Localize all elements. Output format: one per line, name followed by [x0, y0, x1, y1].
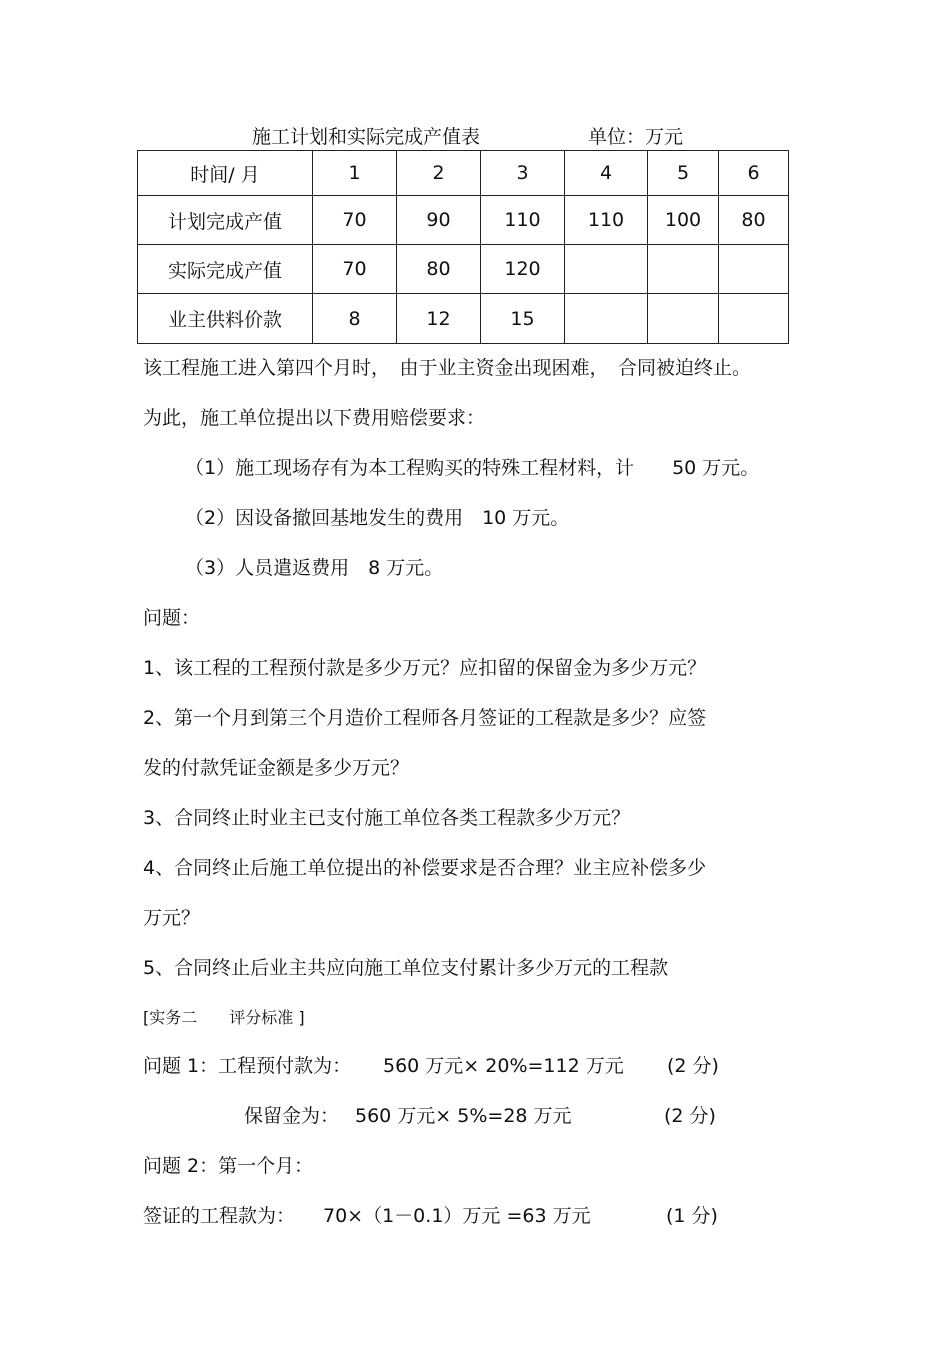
table-cell: 110 — [565, 196, 648, 245]
table-cell: 70 — [313, 196, 397, 245]
table-row — [138, 196, 789, 245]
table-cell: 100 — [648, 196, 719, 245]
answer-calc: 560 万元× 5%=28 万元 — [355, 1105, 572, 1127]
table-cell: 15 — [481, 294, 565, 344]
table-cell: 90 — [397, 196, 481, 245]
table-cell — [648, 294, 719, 344]
claim-item: （3）人员遣返费用 8 万元。 — [185, 557, 444, 579]
table-cell: 120 — [481, 245, 565, 294]
answer-calc: 70×（1－0.1）万元 =63 万元 — [323, 1205, 591, 1227]
question-item: 5、合同终止后业主共应向施工单位支付累计多少万元的工程款 — [143, 957, 669, 979]
header-cell: 5 — [648, 151, 719, 196]
claim-item: （2）因设备撤回基地发生的费用 10 万元。 — [185, 507, 570, 529]
paragraph: 为此，施工单位提出以下费用赔偿要求： — [143, 407, 486, 429]
header-cell: 3 — [481, 151, 565, 196]
table-cell: 70 — [313, 245, 397, 294]
table-row — [138, 245, 789, 294]
table-title: 施工计划和实际完成产值表 — [252, 126, 481, 148]
answer-label: 签证的工程款为： — [143, 1205, 296, 1227]
paragraph: 该工程施工进入第四个月时， 由于业主资金出现困难， 合同被迫终止。 — [143, 357, 752, 379]
questions-label: 问题： — [143, 607, 201, 629]
question-item: 2、第一个月到第三个月造价工程师各月签证的工程款是多少？应签 — [143, 707, 707, 729]
table-cell: 8 — [313, 294, 397, 344]
header-cell: 2 — [397, 151, 481, 196]
table-row — [138, 294, 789, 344]
question-item: 发的付款凭证金额是多少万元？ — [143, 757, 410, 779]
table-header-row — [138, 151, 789, 196]
table-cell: 业主供料价款 — [138, 294, 313, 344]
section-heading: [实务二 评分标准 ] — [143, 1008, 305, 1027]
table-cell: 80 — [397, 245, 481, 294]
answer-calc: 560 万元× 20%=112 万元 — [383, 1055, 624, 1077]
table-title-line — [252, 122, 712, 148]
header-cell: 时间/ 月 — [138, 151, 313, 196]
table-cell: 12 — [397, 294, 481, 344]
answer-score: (2 分) — [664, 1105, 716, 1127]
header-cell: 6 — [719, 151, 789, 196]
answer-score: (2 分) — [667, 1055, 719, 1077]
answer-label: 问题 1：工程预付款为： — [143, 1055, 352, 1077]
header-cell: 4 — [565, 151, 648, 196]
question-item: 万元？ — [143, 907, 201, 929]
table-cell: 计划完成产值 — [138, 196, 313, 245]
question-item: 4、合同终止后施工单位提出的补偿要求是否合理？业主应补偿多少 — [143, 857, 707, 879]
table-cell — [565, 245, 648, 294]
question-item: 3、合同终止时业主已支付施工单位各类工程款多少万元？ — [143, 807, 631, 829]
table-cell — [719, 294, 789, 344]
header-cell: 1 — [313, 151, 397, 196]
table-cell: 80 — [719, 196, 789, 245]
unit-label: 单位：万元 — [588, 126, 684, 148]
production-value-table — [137, 150, 789, 344]
table-cell — [565, 294, 648, 344]
claim-item: （1）施工现场存有为本工程购买的特殊工程材料，计 50 万元。 — [185, 457, 760, 479]
question-item: 1、该工程的工程预付款是多少万元？应扣留的保留金为多少万元？ — [143, 657, 707, 679]
answer-label: 问题 2：第一个月： — [143, 1155, 314, 1177]
table-cell: 实际完成产值 — [138, 245, 313, 294]
answer-score: (1 分) — [666, 1205, 718, 1227]
table-cell: 110 — [481, 196, 565, 245]
table-cell — [719, 245, 789, 294]
answer-label: 保留金为： — [244, 1105, 340, 1127]
table-cell — [648, 245, 719, 294]
